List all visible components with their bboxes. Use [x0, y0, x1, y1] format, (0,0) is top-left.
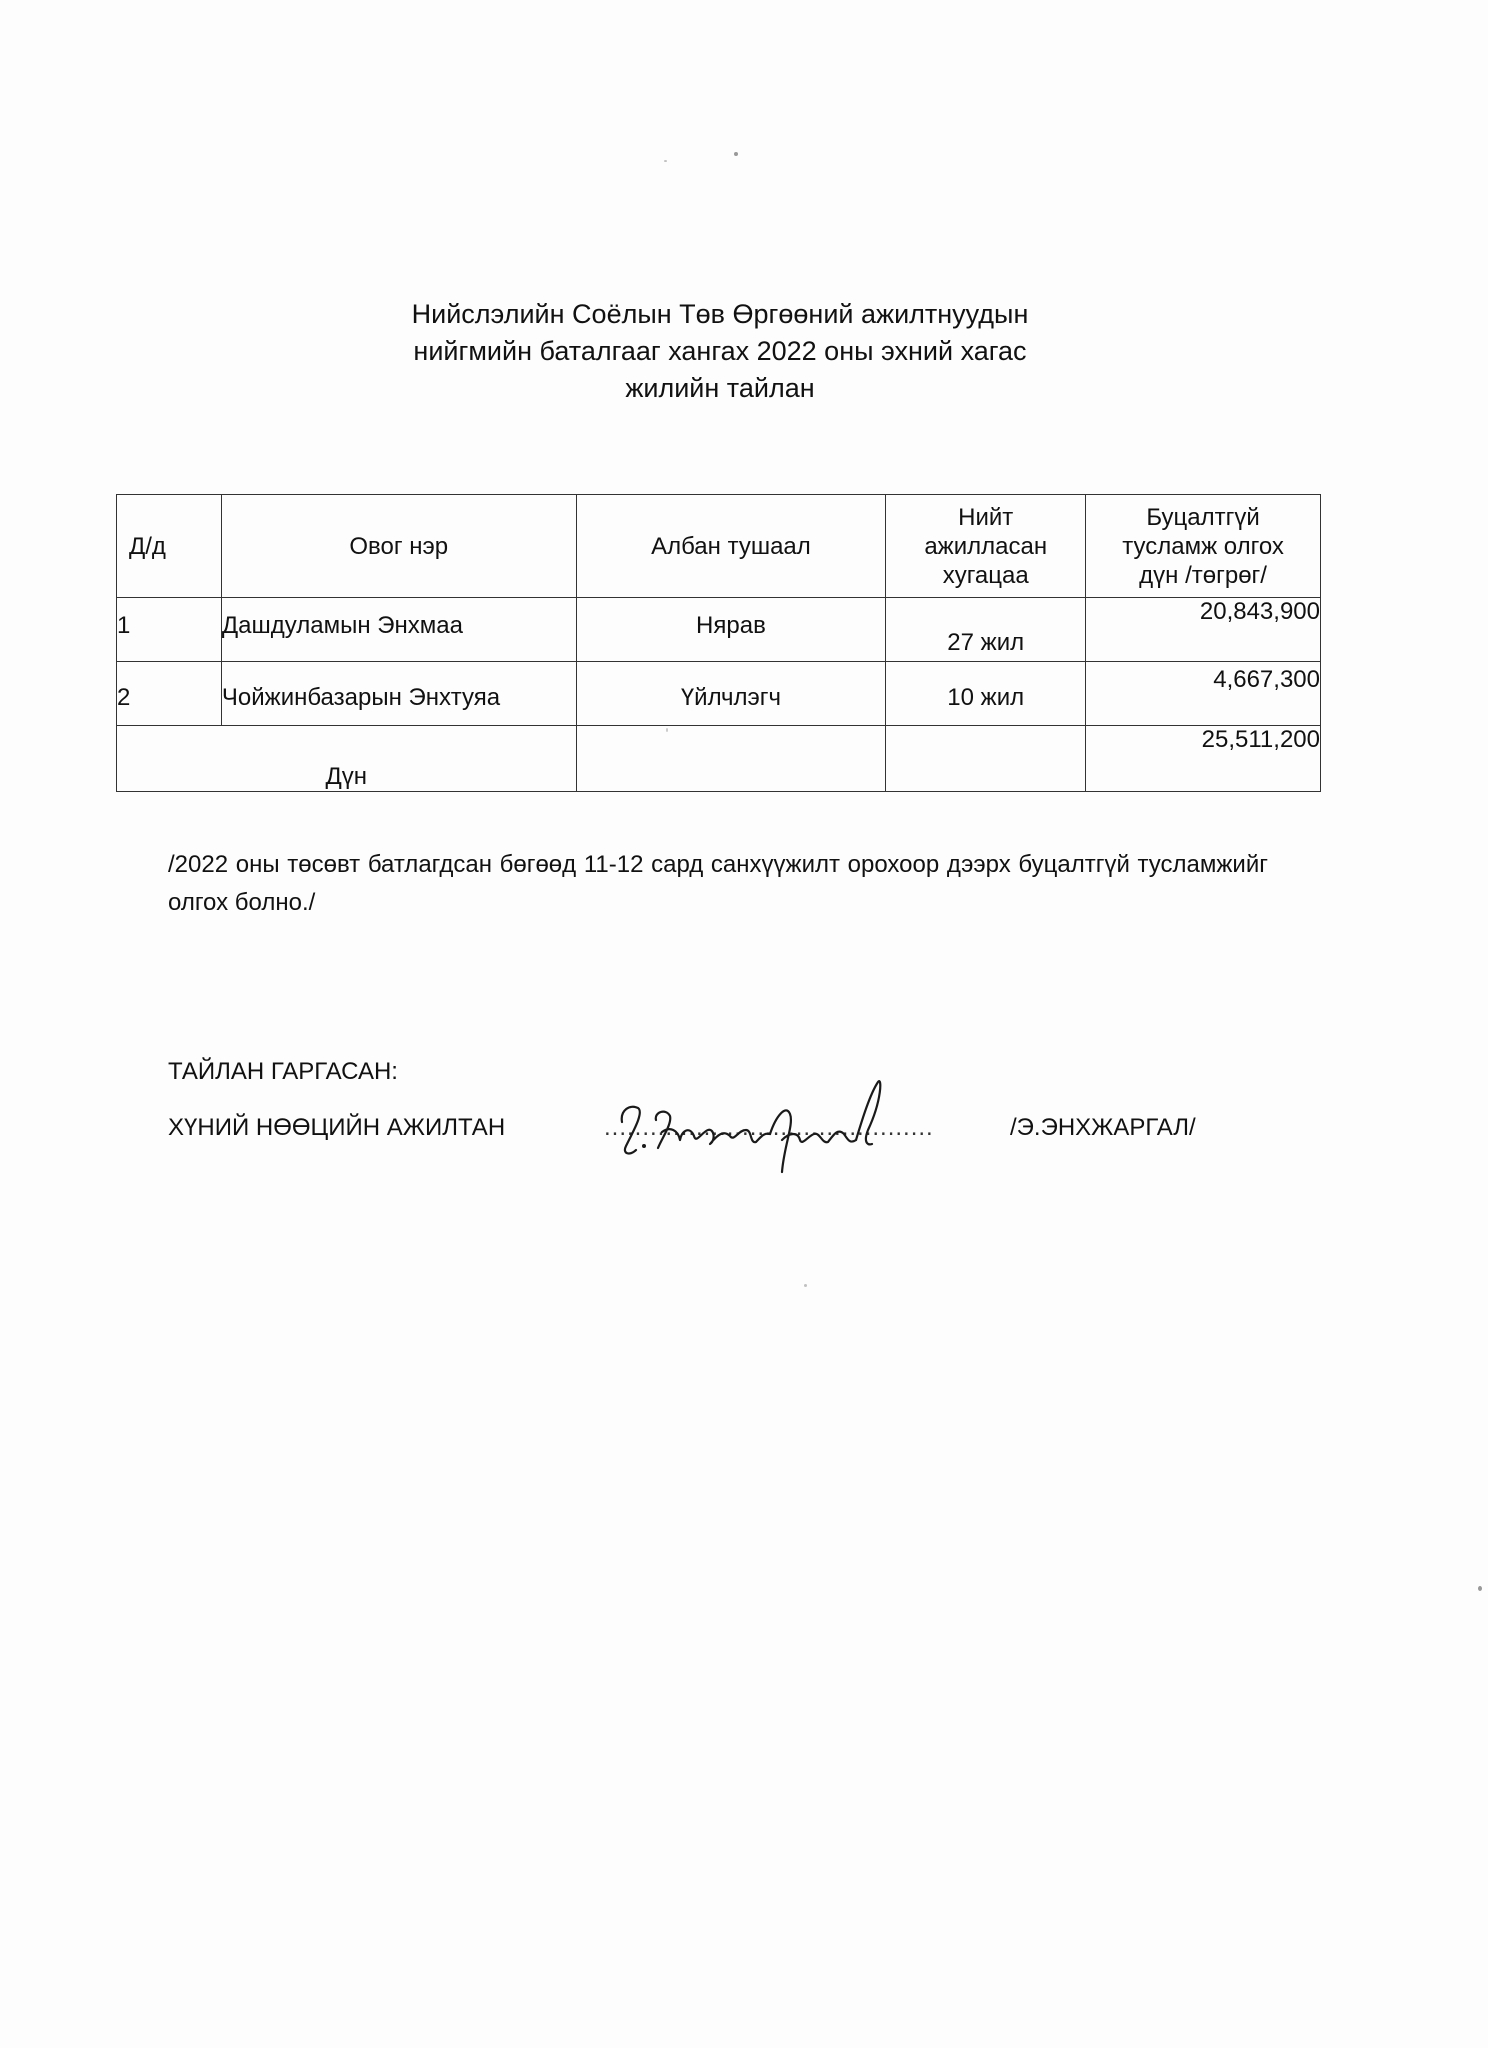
row-position: Нярав: [576, 598, 886, 662]
handwritten-signature: [600, 1060, 900, 1180]
header-amount: [1086, 495, 1321, 598]
title-line-2: нийгмийн баталгааг хангах 2022 оны эхний хагас: [413, 336, 1027, 366]
document-title: [300, 296, 1140, 407]
total-empty-cell: [886, 726, 1086, 792]
prepared-by-label: ТАЙЛАН ГАРГАСАН:: [168, 1058, 398, 1085]
table-total-row: [117, 726, 1321, 792]
row-name: Дашдуламын Энхмаа: [221, 598, 576, 662]
header-no: Д/д: [117, 495, 222, 598]
total-empty-cell: [576, 726, 886, 792]
position-label: ХҮНИЙ НӨӨЦИЙН АЖИЛТАН: [168, 1114, 506, 1141]
title-line-3: жилийн тайлан: [625, 373, 815, 403]
header-name: Овог нэр: [221, 495, 576, 598]
report-table: [116, 494, 1321, 792]
header-years-line: ажилласан: [924, 532, 1048, 560]
scan-speck: [1478, 1586, 1482, 1591]
header-position: Албан тушаал: [576, 495, 886, 598]
signer-name: /Э.ЭНХЖАРГАЛ/: [1010, 1114, 1196, 1141]
row-name: Чойжинбазарын Энхтуяа: [221, 662, 576, 726]
scan-speck: [734, 152, 738, 156]
header-amount-line: тусламж олгох: [1122, 532, 1284, 560]
header-amount-line: дүн /төгрөг/: [1139, 561, 1267, 589]
header-years-line: Нийт: [958, 503, 1014, 531]
table-row: [117, 598, 1321, 662]
header-years: [886, 495, 1086, 598]
row-years: 27 жил: [886, 598, 1086, 662]
budget-note: /2022 оны төсөвт батлагдсан бөгөөд 11-12 сард санхүүжилт орохоор дээрх буцалтгүй тусламжийг олгох болно./: [168, 851, 1268, 916]
row-position: Үйлчлэгч: [576, 662, 886, 726]
table-row: [117, 662, 1321, 726]
header-amount-line: Буцалтгүй: [1146, 503, 1260, 531]
table-header-row: [117, 495, 1321, 598]
scan-speck: [666, 728, 668, 732]
signature-line: ...........................................: [604, 1114, 934, 1141]
row-amount: 20,843,900: [1086, 598, 1321, 662]
scan-speck: [804, 1284, 807, 1287]
total-amount: 25,511,200: [1086, 726, 1321, 792]
row-years: 10 жил: [886, 662, 1086, 726]
scan-speck: [664, 160, 667, 162]
header-years-line: хугацаа: [942, 561, 1029, 589]
row-amount: 4,667,300: [1086, 662, 1321, 726]
row-no: 1: [117, 598, 222, 662]
row-no: 2: [117, 662, 222, 726]
total-label: Дүн: [117, 726, 577, 792]
title-line-1: Нийслэлийн Соёлын Төв Өргөөний ажилтнуудын: [411, 299, 1029, 329]
